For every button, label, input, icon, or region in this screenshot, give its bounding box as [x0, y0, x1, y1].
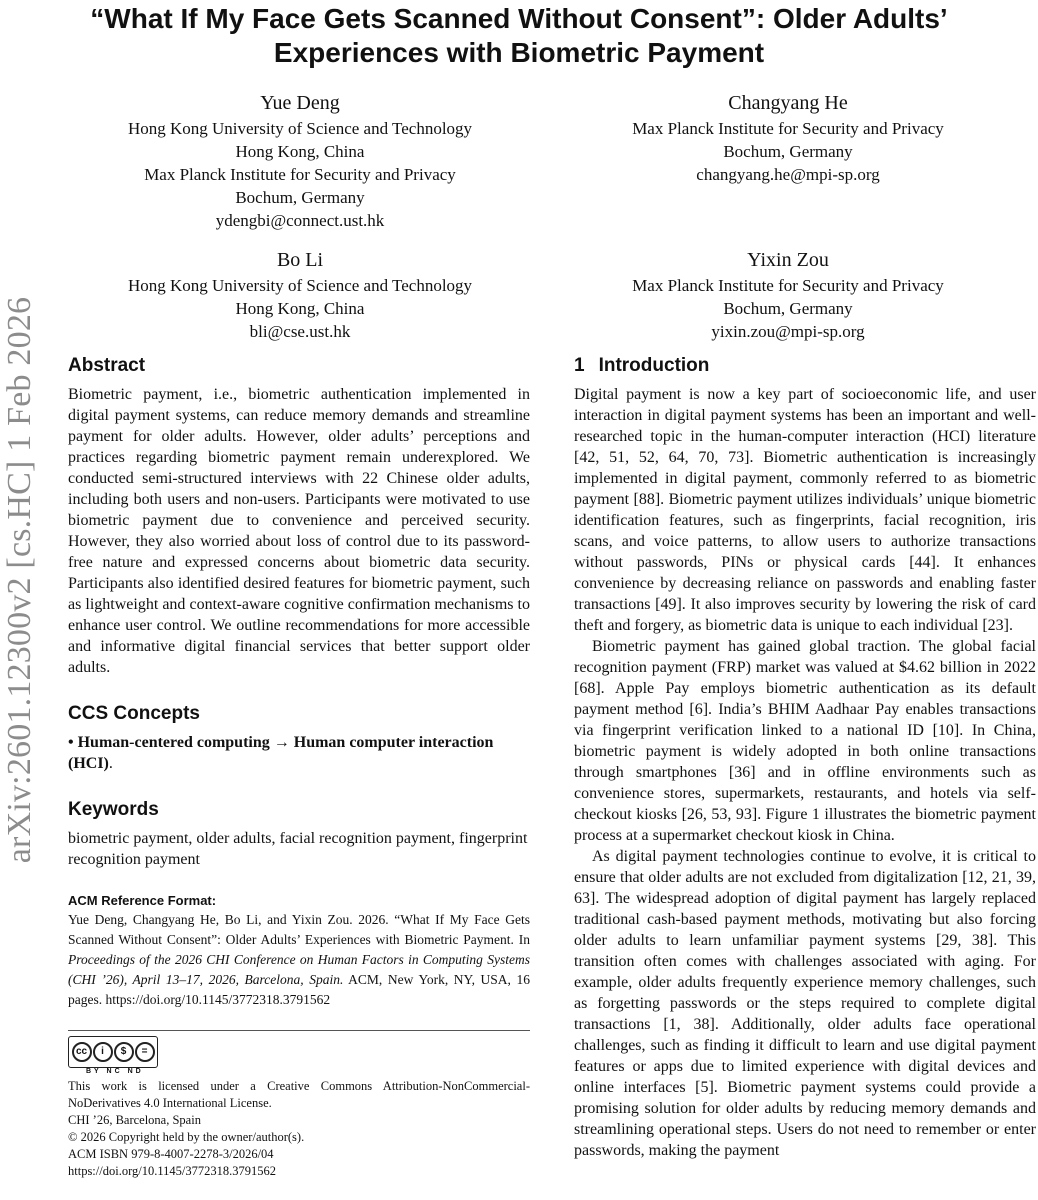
- license-venue: CHI ’26, Barcelona, Spain: [68, 1113, 201, 1127]
- ccs-suffix: .: [108, 755, 113, 772]
- acm-reference-part1: Yue Deng, Changyang He, Bo Li, and Yixin Zou. 2026. “What If My Face Gets Scanned Without Consent”: Older Adults’ Experiences with Biometric Payment. In: [68, 912, 530, 947]
- cc-icon: cc: [72, 1042, 92, 1062]
- license-copyright: © 2026 Copyright held by the owner/author(s).: [68, 1130, 305, 1144]
- acm-reference-part2: ACM, New York, NY, USA, 16 pages. https://doi.org/10.1145/3772318.3791562: [68, 972, 530, 1007]
- author-name: Yixin Zou: [747, 249, 829, 271]
- ccs-heading: CCS Concepts: [68, 703, 200, 724]
- author-block-2: [556, 91, 1020, 186]
- acm-reference-text: [68, 910, 530, 1010]
- nd-icon: =: [135, 1042, 155, 1062]
- keywords-text: biometric payment, older adults, facial recognition payment, fingerprint recognition payment: [68, 830, 528, 868]
- intro-paragraph-3: As digital payment technologies continue to evolve, it is critical to ensure that older adults are not excluded from digitalization [12, 21, 39, 63]. The widespread adoption of digital payment has largely replaced traditional cash-based payment methods, motivating but also forcing older adults to learn unfamiliar payment systems [29, 38]. This transition often comes with challenges associated with aging. For example, older adults frequently experience memory challenges, such as forgetting passwords or the steps required to complete digital transactions [1, 38]. Additionally, older adults face operational challenges, such as finding it difficult to learn and use digital payment features or apps due to limited experience with digital devices and online interfaces [5]. Biometric payment systems could provide a promising solution for older adults by reducing memory demands and streamlining operational steps. Users do not need to remember or enter passwords, making the payment: [574, 848, 1036, 1159]
- author-name: Changyang He: [728, 92, 848, 114]
- author-affiliation: Max Planck Institute for Security and Privacy: [144, 165, 456, 184]
- license-text: This work is licensed under a Creative Commons Attribution-NonCommercial-NoDerivatives 4.0 International License.: [68, 1079, 530, 1110]
- abstract-text: Biometric payment, i.e., biometric authentication implemented in digital payment systems, can reduce memory demands and streamline payment for older adults. However, older adults’ perceptions and practices regarding biometric payment remain underexplored. We conducted semi-structured interviews with 22 Chinese older adults, including both users and non-users. Participants were motivated to use biometric payment due to convenience and perceived security. However, they also worried about loss of control due to its password-free nature and expressed concerns about biometric data security. Participants also identified desired features for biometric payment, such as lightweight and context-aware cognitive confirmation mechanisms to enhance user control. We outline recommendations for more accessible and informative digital financial services that better support older adults.: [68, 386, 530, 676]
- creative-commons-badge[interactable]: [68, 1036, 158, 1068]
- author-email: bli@cse.ust.hk: [249, 322, 351, 341]
- section-number: 1: [574, 355, 585, 376]
- introduction-heading: [574, 354, 1036, 378]
- abstract-heading: Abstract: [68, 355, 146, 376]
- author-affiliation: Hong Kong University of Science and Technology: [127, 119, 473, 138]
- paper-title: [40, 2, 998, 70]
- cc-label: BY NC ND: [86, 1068, 144, 1075]
- author-location: Bochum, Germany: [723, 142, 853, 161]
- intro-paragraph-1: Digital payment is now a key part of socioeconomic life, and user interaction in digital payment systems has been an important and well-researched topic in the human-computer interaction (HCI) literature [42, 51, 52, 64, 70, 73]. Biometric authentication is increasingly implemented in digital payment, commonly referred to as biometric payment [88]. Biometric payment utilizes individuals’ unique biometric identification features, such as fingerprints, facial recognition, iris scans, and voice patterns, to allow users to authorize transactions without passwords, PINs or physical cards [44]. It enhances convenience by decreasing reliance on passwords and enabling faster transactions [49]. It also improves security by lowering the risk of card theft and forgery, as biometric data is unique to each individual [23].: [574, 386, 1036, 634]
- right-column: [574, 354, 1036, 1161]
- ccs-concepts: [68, 732, 530, 774]
- title-line-1: “What If My Face Gets Scanned Without Consent”: Older Adults’: [90, 3, 948, 34]
- by-icon: i: [93, 1042, 113, 1062]
- author-block-4: [556, 248, 1020, 343]
- license-doi[interactable]: https://doi.org/10.1145/3772318.3791562: [68, 1164, 276, 1178]
- acm-reference-heading: ACM Reference Format:: [68, 893, 217, 908]
- author-email: ydengbi@connect.ust.hk: [215, 211, 385, 230]
- author-email: yixin.zou@mpi-sp.org: [711, 322, 865, 341]
- author-block-1: [68, 91, 532, 232]
- keywords-heading: Keywords: [68, 799, 159, 820]
- author-block-3: [68, 248, 532, 343]
- arxiv-identifier: arXiv:2601.12300v2 [cs.HC] 1 Feb 2026: [1, 296, 38, 864]
- author-name: Yue Deng: [260, 92, 340, 114]
- author-name: Bo Li: [276, 249, 324, 271]
- author-email: changyang.he@mpi-sp.org: [696, 165, 880, 184]
- author-affiliation: Max Planck Institute for Security and Privacy: [632, 119, 944, 138]
- intro-paragraph-2: Biometric payment has gained global traction. The global facial recognition payment (FRP) market was valued at $4.62 billion in 2022 [68]. Apple Pay employs biometric authentication as its default payment method [6]. India’s BHIM Aadhaar Pay enables transactions via fingerprint verification linked to a national ID [10]. In China, biometric payment is widely adopted in both online transactions through smartphones [36] and in offline environments such as convenience stores, supermarkets, restaurants, and hotels via self-checkout kiosks [26, 53, 93]. Figure 1 illustrates the biometric payment process at a supermarket checkout kiosk in China.: [574, 638, 1036, 844]
- author-affiliation: Hong Kong University of Science and Technology: [127, 276, 473, 295]
- author-location: Bochum, Germany: [723, 299, 853, 318]
- author-location: Bochum, Germany: [235, 188, 365, 207]
- license-isbn: ACM ISBN 979-8-4007-2278-3/2026/04: [68, 1147, 274, 1161]
- author-location: Hong Kong, China: [235, 299, 365, 318]
- title-line-2: Experiences with Biometric Payment: [273, 37, 765, 68]
- ccs-text: • Human-centered computing → Human computer interaction (HCI): [68, 734, 494, 772]
- author-location: Hong Kong, China: [235, 142, 365, 161]
- acm-reference-proceedings: Proceedings of the 2026 CHI Conference on Human Factors in Computing Systems (CHI ’26), April 13–17, 2026, Barcelona, Spain.: [68, 952, 530, 987]
- nc-icon: $: [114, 1042, 134, 1062]
- left-column: [68, 354, 530, 1180]
- license-block: [68, 1030, 530, 1180]
- author-affiliation: Max Planck Institute for Security and Privacy: [632, 276, 944, 295]
- section-title: Introduction: [598, 355, 710, 376]
